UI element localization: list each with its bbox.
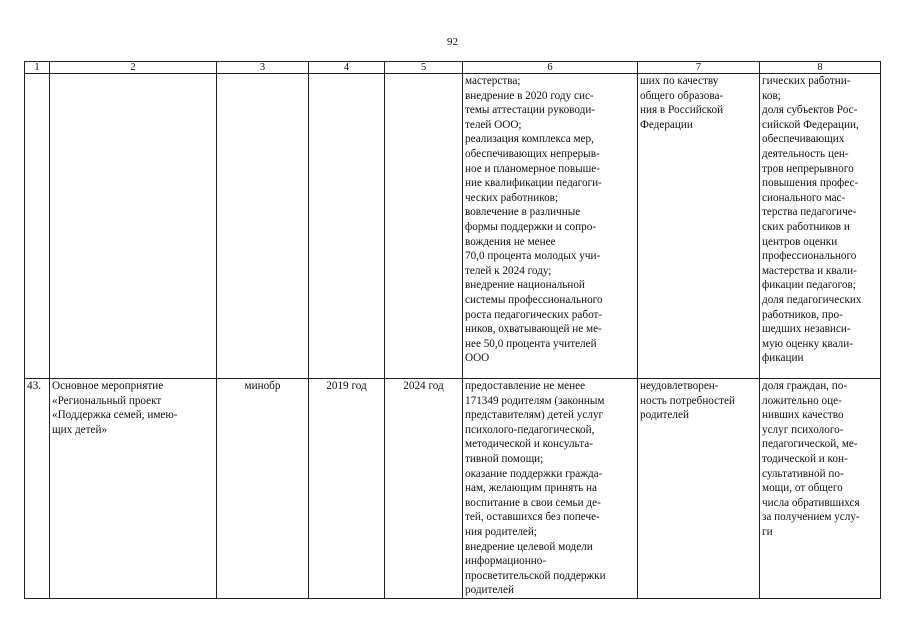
column-header: 4 [309, 62, 385, 74]
table-row [25, 379, 881, 599]
column-header: 7 [638, 62, 760, 74]
header-row [25, 62, 881, 74]
measure-name-cell: Основное мероприятие «Региональный проект «Поддержка семей, имею- щих детей» [50, 379, 217, 599]
measures-table [24, 61, 881, 599]
end-year-cell: 2024 год [385, 379, 463, 599]
column-header: 2 [50, 62, 217, 74]
consequences-cell: ших по качеству общего образова- ния в Российской Федерации [638, 74, 760, 379]
indicators-cell: гических работни- ков; доля субъектов Рос- сийской Федерации, обеспечивающих деятельность цен- тров непрерывного повышения профес- сионального мас- терства педагогиче- ских работников и центров оценки профессионального мастерства и квали- фикации педагогов; доля педагогических работников, про- шедших независи- мую оценку квали- фикации [760, 74, 881, 379]
row-number-cell: 43. [25, 379, 50, 599]
row-number-cell [25, 74, 50, 379]
measure-name-cell [50, 74, 217, 379]
end-year-cell [385, 74, 463, 379]
expected-result-cell: мастерства; внедрение в 2020 году сис- темы аттестации руководи- телей ООО; реализация комплекса мер, обеспечивающих непрерыв- ное и планомерное повыше- ние квалификации педагоги- ческих работников; вовлечение в различные формы поддержки и сопро- вождения не менее 70,0 процента молодых учи- телей к 2024 году; внедрение национальной системы профессионального роста педагогических работ- ников, охватывающей не ме- нее 50,0 процента учителей ООО [463, 74, 638, 379]
executor-cell: минобр [217, 379, 309, 599]
start-year-cell [309, 74, 385, 379]
table-row [25, 74, 881, 379]
expected-result-cell: предоставление не менее 171349 родителям (законным представителям) детей услуг психолого-педагогической, методической и консульта- тивной помощи; оказание поддержки гражда- нам, желающим принять на воспитание в свои семьи де- тей, оставшихся без попече- ния родителей; внедрение целевой модели информационно- просветительской поддержки родителей [463, 379, 638, 599]
column-header: 1 [25, 62, 50, 74]
indicators-cell: доля граждан, по- ложительно оце- нивших качество услуг психолого- педагогической, ме- тодической и кон- сультативной по- мощи, от общего числа обратившихся за получением услу- ги [760, 379, 881, 599]
executor-cell [217, 74, 309, 379]
page-number: 92 [447, 36, 458, 48]
column-header: 5 [385, 62, 463, 74]
column-header: 3 [217, 62, 309, 74]
start-year-cell: 2019 год [309, 379, 385, 599]
column-header: 6 [463, 62, 638, 74]
column-header: 8 [760, 62, 881, 74]
consequences-cell: неудовлетворен- ность потребностей родителей [638, 379, 760, 599]
